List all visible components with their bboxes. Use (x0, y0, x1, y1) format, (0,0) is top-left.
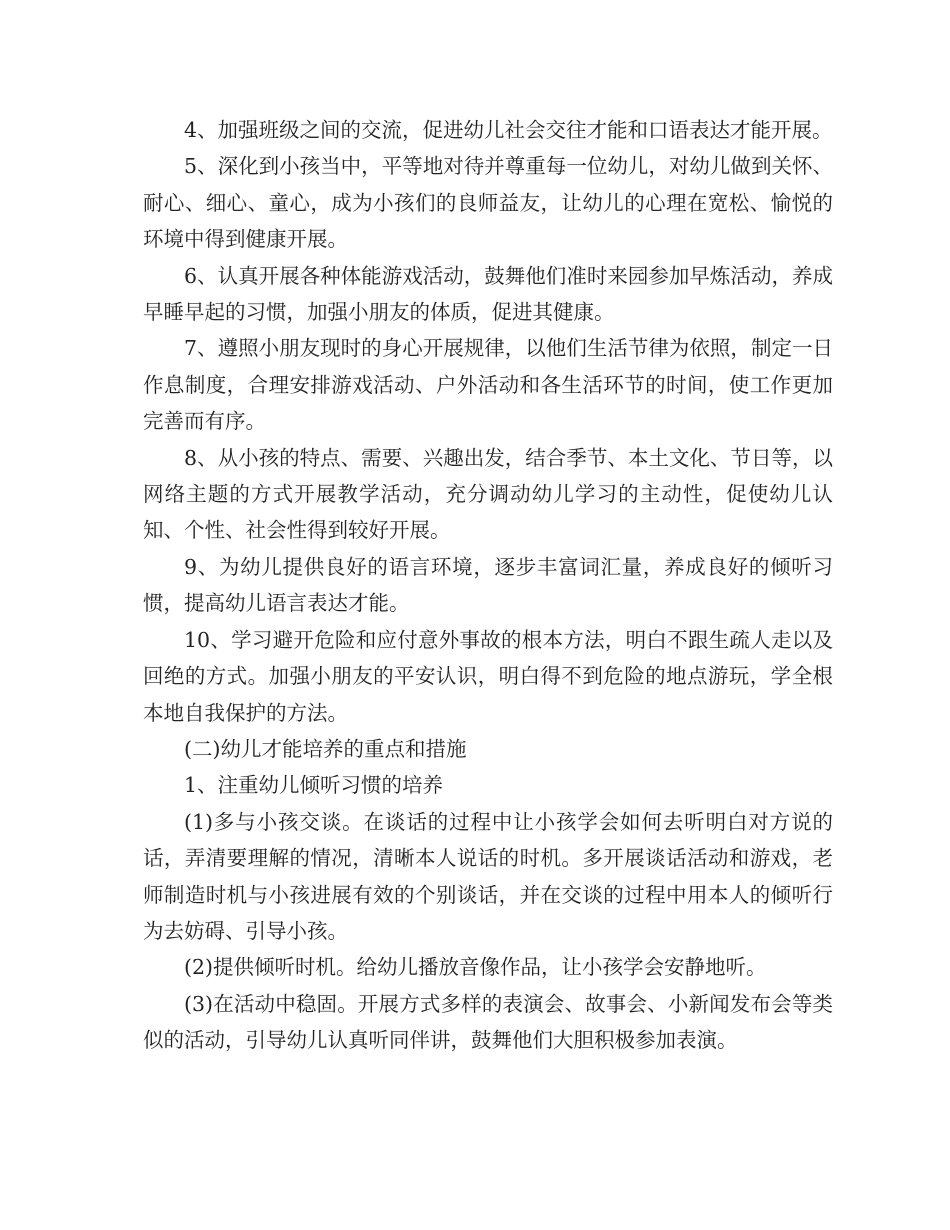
paragraph-item-7: 7、遵照小朋友现时的身心开展规律，以他们生活节律为依照，制定一日作息制度，合理安排游戏活动、户外活动和各生活环节的时间，使工作更加完善而有序。 (143, 336, 833, 434)
section-heading: (二)幼儿才能培养的重点和措施 (184, 736, 467, 761)
paragraph-item-9: 9、为幼儿提供良好的语言环境，逐步丰富词汇量，养成良好的倾听习惯，提高幼儿语言表达才能。 (143, 554, 833, 616)
paragraph-item-4: 4、加强班级之间的交流，促进幼儿社会交往才能和口语表达才能开展。 (184, 118, 833, 142)
paragraph-item-10: 10、学习避开危险和应付意外事故的根本方法，明白不跟生疏人走以及回绝的方式。加强小朋友的平安认识，明白得不到危险的地点游玩，学全根本地自我保护的方法。 (143, 627, 833, 725)
paragraph-item-8: 8、从小孩的特点、需要、兴趣出发，结合季节、本土文化、节日等，以网络主题的方式开展教学活动，充分调动幼儿学习的主动性，促使幼儿认知、个性、社会性得到较好开展。 (143, 445, 833, 543)
document-body (143, 112, 833, 1059)
paragraph-item-5: 5、深化到小孩当中，平等地对待并尊重每一位幼儿，对幼儿做到关怀、耐心、细心、童心，成为小孩们的良师益友，让幼儿的心理在宽松、愉悦的环境中得到健康开展。 (143, 154, 833, 252)
paragraph-item-6: 6、认真开展各种体能游戏活动，鼓舞他们准时来园参加早炼活动，养成早睡早起的习惯，加强小朋友的体质，促进其健康。 (143, 263, 833, 325)
measure-paragraph-2: (2)提供倾听时机。给幼儿播放音像作品，让小孩学会安静地听。 (184, 955, 767, 980)
measure-paragraph-3: (3)在活动中稳固。开展方式多样的表演会、故事会、小新闻发布会等类似的活动，引导幼儿认真听同伴讲，鼓舞他们大胆积极参加表演。 (143, 991, 833, 1053)
subsection-heading: 1、注重幼儿倾听习惯的培养 (184, 773, 444, 798)
measure-paragraph-1: (1)多与小孩交谈。在谈话的过程中让小孩学会如何去听明白对方说的话，弄清要理解的情况，清晰本人说话的时机。多开展谈话活动和游戏，老师制造时机与小孩进展有效的个别谈话，并在交谈的过程中用本人的倾听行为去妨碍、引导小孩。 (143, 809, 833, 943)
